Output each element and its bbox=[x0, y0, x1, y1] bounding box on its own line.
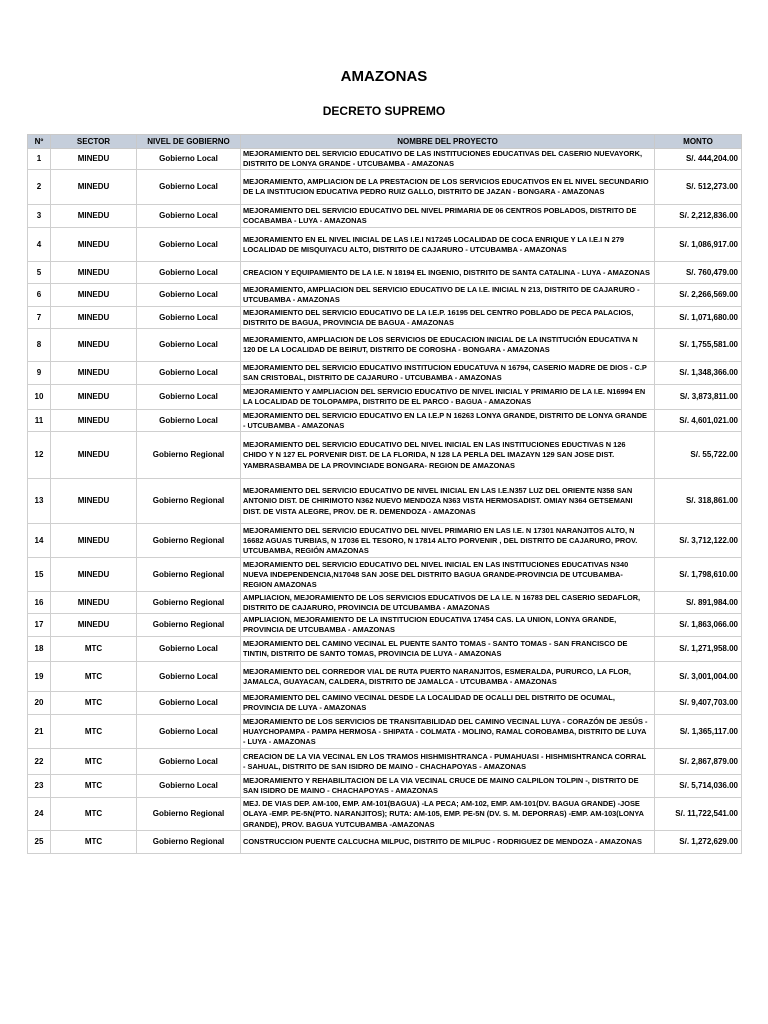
row-nivel: Gobierno Regional bbox=[137, 614, 241, 637]
row-monto: S/. 891,984.00 bbox=[655, 592, 742, 614]
row-monto: S/. 5,714,036.00 bbox=[655, 775, 742, 798]
row-number: 11 bbox=[28, 410, 51, 432]
row-sector: MINEDU bbox=[51, 307, 137, 329]
row-number: 16 bbox=[28, 592, 51, 614]
row-nombre: AMPLIACION, MEJORAMIENTO DE LA INSTITUCION EDUCATIVA 17454 CAS. LA UNION, LONYA GRANDE, PROVINCIA DE UTCUBAMBA - AMAZONAS bbox=[241, 614, 655, 637]
row-monto: S/. 1,271,958.00 bbox=[655, 637, 742, 662]
row-number: 17 bbox=[28, 614, 51, 637]
table-row bbox=[28, 149, 742, 170]
row-nivel: Gobierno Regional bbox=[137, 432, 241, 479]
row-nivel: Gobierno Local bbox=[137, 410, 241, 432]
row-monto: S/. 3,712,122.00 bbox=[655, 524, 742, 558]
table-row bbox=[28, 524, 742, 558]
table-row bbox=[28, 205, 742, 228]
row-number: 7 bbox=[28, 307, 51, 329]
row-nombre: MEJORAMIENTO DEL SERVICIO EDUCATIVO DEL NIVEL PRIMARIA DE 06 CENTROS POBLADOS, DISTRITO DE COCABAMBA - LUYA - AMAZONAS bbox=[241, 205, 655, 228]
row-number: 5 bbox=[28, 262, 51, 284]
row-monto: S/. 512,273.00 bbox=[655, 170, 742, 205]
row-nivel: Gobierno Local bbox=[137, 284, 241, 307]
row-sector: MTC bbox=[51, 798, 137, 831]
table-row bbox=[28, 592, 742, 614]
header-monto: MONTO bbox=[655, 135, 742, 149]
row-number: 6 bbox=[28, 284, 51, 307]
row-sector: MINEDU bbox=[51, 479, 137, 524]
row-nivel: Gobierno Local bbox=[137, 749, 241, 775]
header-nombre: NOMBRE DEL PROYECTO bbox=[241, 135, 655, 149]
row-number: 2 bbox=[28, 170, 51, 205]
row-nombre: MEJORAMIENTO DE LOS SERVICIOS DE TRANSITABILIDAD DEL CAMINO VECINAL LUYA - CORAZÓN DE JESÚS - HUAYCHOPAMPA - PAMPA HERMOSA - SHIPATA - COLMATA - MOLINO, RAMAL COROBAMBA, DISTRITO DE LUYA - LUYA - AMAZONAS bbox=[241, 715, 655, 749]
row-sector: MINEDU bbox=[51, 284, 137, 307]
row-nivel: Gobierno Local bbox=[137, 692, 241, 715]
table-row bbox=[28, 831, 742, 854]
row-sector: MINEDU bbox=[51, 385, 137, 410]
row-monto: S/. 1,071,680.00 bbox=[655, 307, 742, 329]
row-monto: S/. 1,755,581.00 bbox=[655, 329, 742, 362]
row-nombre: MEJORAMIENTO DEL SERVICIO EDUCATIVO DEL NIVEL PRIMARIO EN LAS I.E. N 17301 NARANJITOS ALTO, N 16682 AGUAS TURBIAS, N 17036 EL TESORO, N 17814 ALTO PORVENIR , DEL DISTRITO DE CAJARURO, PROV. UTCUBAMBA, REGIÓN AMAZONAS bbox=[241, 524, 655, 558]
row-nombre: MEJORAMIENTO, AMPLIACION DE LOS SERVICIOS DE EDUCACION INICIAL DE LA INSTITUCIÓN EDUCATIVA N 120 DE LA LOCALIDAD DE BEIRUT, DISTRITO DE COROSHA - BONGARA - AMAZONAS bbox=[241, 329, 655, 362]
table-row bbox=[28, 637, 742, 662]
row-sector: MINEDU bbox=[51, 329, 137, 362]
table-row bbox=[28, 385, 742, 410]
row-number: 1 bbox=[28, 149, 51, 170]
table-body bbox=[28, 149, 742, 854]
row-number: 12 bbox=[28, 432, 51, 479]
row-nivel: Gobierno Local bbox=[137, 662, 241, 692]
row-nivel: Gobierno Local bbox=[137, 385, 241, 410]
header-num: Nº bbox=[28, 135, 51, 149]
row-nivel: Gobierno Local bbox=[137, 329, 241, 362]
row-nombre: MEJORAMIENTO, AMPLIACION DEL SERVICIO EDUCATIVO DE LA I.E. INICIAL N 213, DISTRITO DE CAJARURO - UTCUBAMBA - AMAZONAS bbox=[241, 284, 655, 307]
row-monto: S/. 318,861.00 bbox=[655, 479, 742, 524]
table-row bbox=[28, 362, 742, 385]
row-sector: MINEDU bbox=[51, 170, 137, 205]
table-row bbox=[28, 614, 742, 637]
row-nivel: Gobierno Local bbox=[137, 205, 241, 228]
row-nombre: MEJORAMIENTO DEL SERVICIO EDUCATIVO DE LA I.E.P. 16195 DEL CENTRO POBLADO DE PECA PALACIOS, DISTRITO DE BAGUA, PROVINCIA DE BAGUA - AMAZONAS bbox=[241, 307, 655, 329]
page-subtitle: DECRETO SUPREMO bbox=[322, 104, 446, 118]
row-nivel: Gobierno Regional bbox=[137, 524, 241, 558]
row-sector: MINEDU bbox=[51, 149, 137, 170]
row-nivel: Gobierno Regional bbox=[137, 798, 241, 831]
row-nivel: Gobierno Local bbox=[137, 170, 241, 205]
row-sector: MINEDU bbox=[51, 432, 137, 479]
row-monto: S/. 9,407,703.00 bbox=[655, 692, 742, 715]
row-number: 21 bbox=[28, 715, 51, 749]
row-number: 20 bbox=[28, 692, 51, 715]
row-number: 15 bbox=[28, 558, 51, 592]
row-monto: S/. 4,601,021.00 bbox=[655, 410, 742, 432]
row-nivel: Gobierno Local bbox=[137, 307, 241, 329]
row-nombre: MEJORAMIENTO Y AMPLIACION DEL SERVICIO EDUCATIVO DE NIVEL INICIAL Y PRIMARIO DE LA I.E. N16994 EN LA LOCALIDAD DE TOLOPAMPA, DISTRITO DE EL PARCO - BAGUA - AMAZONAS bbox=[241, 385, 655, 410]
row-nivel: Gobierno Local bbox=[137, 362, 241, 385]
row-nivel: Gobierno Local bbox=[137, 775, 241, 798]
row-monto: S/. 1,365,117.00 bbox=[655, 715, 742, 749]
row-nombre: MEJORAMIENTO DEL SERVICIO EDUCATIVO DEL NIVEL INICIAL EN LAS INSTITUCIONES EDUCTIVAS N 126 CHIDO Y N 127 EL PORVENIR DIST. DE LA FLORIDA, N 128 LA PERLA DEL IMAZAYN 129 SAN JOSE DIST. YAMBRASBAMBA DE LA PROVINCIADE BONGARA- REGION DE AMAZONAS bbox=[241, 432, 655, 479]
row-sector: MINEDU bbox=[51, 592, 137, 614]
row-nombre: MEJORAMIENTO EN EL NIVEL INICIAL DE LAS I.E.I N17245 LOCALIDAD DE COCA ENRIQUE Y LA I.E.I N 279 LOCALIDAD DE MISQUIYACU ALTO, DISTRITO DE CAJARURO - UTCUBAMBA - AMAZONAS bbox=[241, 228, 655, 262]
table-row bbox=[28, 749, 742, 775]
row-nombre: MEJORAMIENTO DEL CORREDOR VIAL DE RUTA PUERTO NARANJITOS, ESMERALDA, PURURCO, LA FLOR, JAMALCA, GUAYACAN, CALDERA, DISTRITO DE JAMALCA - UTCUBAMBA - AMAZONAS bbox=[241, 662, 655, 692]
header-nivel: NIVEL DE GOBIERNO bbox=[137, 135, 241, 149]
row-nombre: MEJORAMIENTO Y REHABILITACION DE LA VIA VECINAL CRUCE DE MAINO CALPILON TOLPIN -, DISTRITO DE SAN ISIDRO DE MAINO - CHACHAPOYAS - AMAZONAS bbox=[241, 775, 655, 798]
row-nombre: AMPLIACION, MEJORAMIENTO DE LOS SERVICIOS EDUCATIVOS DE LA I.E. N 16783 DEL CASERIO SEDAFLOR, DISTRITO DE CAJARURO, PROVINCIA DE UTCUBAMBA - AMAZONAS bbox=[241, 592, 655, 614]
table-row bbox=[28, 662, 742, 692]
row-number: 10 bbox=[28, 385, 51, 410]
row-nombre: MEJORAMIENTO DEL SERVICIO EDUCATIVO EN LA I.E.P N 16263 LONYA GRANDE, DISTRITO DE LONYA GRANDE - UTCUBAMBA - AMAZONAS bbox=[241, 410, 655, 432]
row-nivel: Gobierno Regional bbox=[137, 831, 241, 854]
row-monto: S/. 1,086,917.00 bbox=[655, 228, 742, 262]
row-number: 19 bbox=[28, 662, 51, 692]
row-monto: S/. 2,867,879.00 bbox=[655, 749, 742, 775]
row-number: 8 bbox=[28, 329, 51, 362]
projects-table bbox=[27, 134, 742, 854]
table-row bbox=[28, 798, 742, 831]
row-nombre: CREACION Y EQUIPAMIENTO DE LA I.E. N 18194 EL INGENIO, DISTRITO DE SANTA CATALINA - LUYA - AMAZONAS bbox=[241, 262, 655, 284]
row-number: 24 bbox=[28, 798, 51, 831]
table-row bbox=[28, 715, 742, 749]
table-row bbox=[28, 558, 742, 592]
row-nivel: Gobierno Regional bbox=[137, 479, 241, 524]
row-nombre: MEJORAMIENTO DEL SERVICIO EDUCATIVO DEL NIVEL INICIAL EN LAS INSTITUCIONES EDUCATIVAS N340 NUEVA INDEPENDENCIA,N17048 SAN JOSE DEL DISTRITO BAGUA GRANDE-PROVINCIA DE UTCUBAMBA-REGION AMAZONAS bbox=[241, 558, 655, 592]
row-monto: S/. 55,722.00 bbox=[655, 432, 742, 479]
row-nivel: Gobierno Local bbox=[137, 715, 241, 749]
row-monto: S/. 3,001,004.00 bbox=[655, 662, 742, 692]
row-sector: MINEDU bbox=[51, 262, 137, 284]
row-monto: S/. 1,272,629.00 bbox=[655, 831, 742, 854]
table-row bbox=[28, 170, 742, 205]
header-sector: SECTOR bbox=[51, 135, 137, 149]
row-nivel: Gobierno Regional bbox=[137, 592, 241, 614]
table-row bbox=[28, 329, 742, 362]
table-row bbox=[28, 284, 742, 307]
table-row bbox=[28, 479, 742, 524]
row-nombre: CONSTRUCCION PUENTE CALCUCHA MILPUC, DISTRITO DE MILPUC - RODRIGUEZ DE MENDOZA - AMAZONAS bbox=[241, 831, 655, 854]
row-number: 22 bbox=[28, 749, 51, 775]
row-sector: MINEDU bbox=[51, 614, 137, 637]
row-number: 25 bbox=[28, 831, 51, 854]
table-row bbox=[28, 410, 742, 432]
row-number: 14 bbox=[28, 524, 51, 558]
row-monto: S/. 1,348,366.00 bbox=[655, 362, 742, 385]
row-nivel: Gobierno Local bbox=[137, 637, 241, 662]
row-sector: MINEDU bbox=[51, 410, 137, 432]
row-monto: S/. 1,798,610.00 bbox=[655, 558, 742, 592]
table-row bbox=[28, 262, 742, 284]
row-nombre: MEJORAMIENTO, AMPLIACION DE LA PRESTACION DE LOS SERVICIOS EDUCATIVOS EN EL NIVEL SECUNDARIO DE LA INSTITUCION EDUCATIVA PEDRO RUIZ GALLO, DISTRITO DE JAZAN - BONGARA - AMAZONAS bbox=[241, 170, 655, 205]
row-sector: MTC bbox=[51, 692, 137, 715]
row-nombre: CREACION DE LA VIA VECINAL EN LOS TRAMOS HISHMISHTRANCA - PUMAHUASI - HISHMISHTRANCA CORRAL - SAHUAL, DISTRITO DE SAN ISIDRO DE MAINO - CHACHAPOYAS - AMAZONAS bbox=[241, 749, 655, 775]
row-monto: S/. 3,873,811.00 bbox=[655, 385, 742, 410]
row-nombre: MEJORAMIENTO DEL SERVICIO EDUCATIVO DE LAS INSTITUCIONES EDUCATIVAS DEL CASERIO NUEVAYORK, DISTRITO DE LONYA GRANDE - UTCUBAMBA - AMAZONAS bbox=[241, 149, 655, 170]
row-sector: MINEDU bbox=[51, 362, 137, 385]
row-monto: S/. 2,212,836.00 bbox=[655, 205, 742, 228]
row-number: 3 bbox=[28, 205, 51, 228]
row-nivel: Gobierno Regional bbox=[137, 558, 241, 592]
row-number: 4 bbox=[28, 228, 51, 262]
table-row bbox=[28, 692, 742, 715]
row-sector: MINEDU bbox=[51, 558, 137, 592]
row-sector: MTC bbox=[51, 775, 137, 798]
row-sector: MTC bbox=[51, 831, 137, 854]
row-nivel: Gobierno Local bbox=[137, 262, 241, 284]
row-number: 9 bbox=[28, 362, 51, 385]
row-number: 13 bbox=[28, 479, 51, 524]
row-monto: S/. 2,266,569.00 bbox=[655, 284, 742, 307]
row-monto: S/. 1,863,066.00 bbox=[655, 614, 742, 637]
row-sector: MTC bbox=[51, 637, 137, 662]
row-number: 18 bbox=[28, 637, 51, 662]
page-title: AMAZONAS bbox=[340, 68, 428, 85]
table-row bbox=[28, 775, 742, 798]
row-nombre: MEJORAMIENTO DEL CAMINO VECINAL DESDE LA LOCALIDAD DE OCALLI DEL DISTRITO DE OCUMAL, PROVINCIA DE LUYA - AMAZONAS bbox=[241, 692, 655, 715]
row-sector: MINEDU bbox=[51, 524, 137, 558]
row-nivel: Gobierno Local bbox=[137, 149, 241, 170]
row-sector: MTC bbox=[51, 662, 137, 692]
row-sector: MTC bbox=[51, 749, 137, 775]
row-monto: S/. 760,479.00 bbox=[655, 262, 742, 284]
row-number: 23 bbox=[28, 775, 51, 798]
row-nombre: MEJORAMIENTO DEL SERVICIO EDUCATIVO INSTITUCION EDUCATUVA N 16794, CASERIO MADRE DE DIOS - C.P SAN CRISTOBAL, DISTRITO DE CAJARURO - UTCUBAMBA - AMAZONAS bbox=[241, 362, 655, 385]
table-row bbox=[28, 307, 742, 329]
row-nombre: MEJ. DE VIAS DEP. AM-100, EMP. AM-101(BAGUA) -LA PECA; AM-102, EMP. AM-101(DV. BAGUA GRANDE) -JOSE OLAYA -EMP. PE-5N(PTO. NARANJITOS); RUTA: AM-105, EMP. PE-5N (DV. S. M. DEPORRAS) -EMP. AM-103(LONYA GRANDE), PROV. BAGUA YUTCUBAMBA -AMAZONAS bbox=[241, 798, 655, 831]
table-row bbox=[28, 228, 742, 262]
row-sector: MINEDU bbox=[51, 228, 137, 262]
row-monto: S/. 11,722,541.00 bbox=[655, 798, 742, 831]
row-nombre: MEJORAMIENTO DEL SERVICIO EDUCATIVO DE NIVEL INICIAL EN LAS I.E.N357 LUZ DEL ORIENTE N358 SAN ANTONIO DIST. DE CHIRIMOTO N362 NUEVO MENDOZA N363 VISTA HERMOSADIST. OMIAY N364 GETSEMANI DIST. DE VISTA ALEGRE, PROV. DE R. DEMENDOZA - AMAZONAS bbox=[241, 479, 655, 524]
row-sector: MINEDU bbox=[51, 205, 137, 228]
row-monto: S/. 444,204.00 bbox=[655, 149, 742, 170]
row-sector: MTC bbox=[51, 715, 137, 749]
row-nivel: Gobierno Local bbox=[137, 228, 241, 262]
row-nombre: MEJORAMIENTO DEL CAMINO VECINAL EL PUENTE SANTO TOMAS - SANTO TOMAS - SAN FRANCISCO DE TINTIN, DISTRITO DE SANTO TOMAS, PROVINCIA DE LUYA - AMAZONAS bbox=[241, 637, 655, 662]
table-header-row bbox=[28, 135, 742, 149]
table-row bbox=[28, 432, 742, 479]
